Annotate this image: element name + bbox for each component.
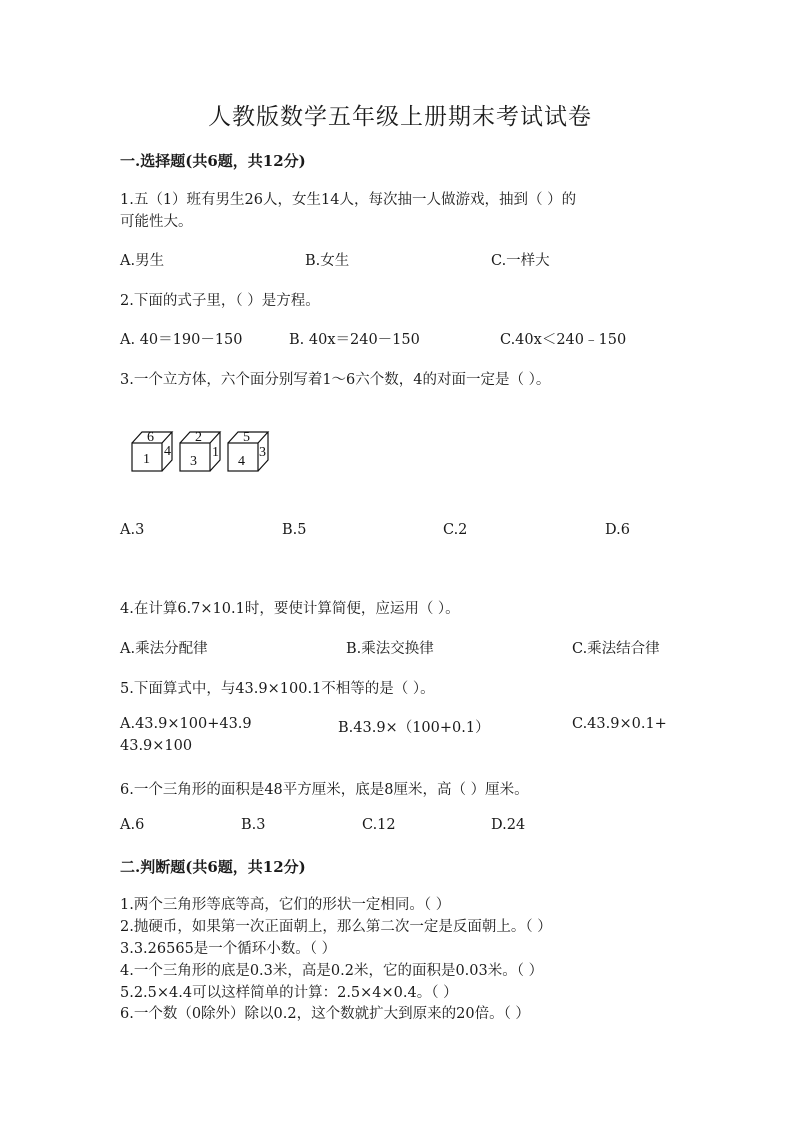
question-5-option-b: B.43.9×（100+0.1） — [338, 720, 490, 736]
question-3-option-a: A.3 — [120, 522, 145, 538]
question-1-text-cont: 可能性大。 — [120, 214, 193, 230]
question-3-option-d: D.6 — [605, 522, 630, 538]
judge-item: 4.一个三角形的底是0.3米，高是0.2米，它的面积是0.03米。（ ） — [120, 963, 544, 979]
question-4-option-a: A.乘法分配律 — [120, 641, 208, 657]
question-1-option-a: A.男生 — [120, 253, 165, 269]
cube-2-front: 3 — [190, 454, 197, 469]
cube-1-top: 6 — [147, 430, 154, 445]
cube-1-side: 4 — [164, 444, 171, 459]
judge-item: 6.一个数（0除外）除以0.2，这个数就扩大到原来的20倍。（ ） — [120, 1006, 530, 1022]
section-heading-judge: 二.判断题(共6题，共12分) — [120, 858, 306, 876]
judge-item: 5.2.5×4.4可以这样简单的计算：2.5×4×0.4。（ ） — [120, 985, 458, 1001]
cube-2-side: 1 — [212, 445, 219, 460]
question-6-option-b: B.3 — [241, 817, 266, 833]
page-title: 人教版数学五年级上册期末考试试卷 — [208, 104, 592, 130]
question-6-option-c: C.12 — [362, 817, 396, 833]
cube-1-front: 1 — [143, 452, 150, 467]
question-5-option-c: C.43.9×0.1+ — [572, 716, 667, 732]
question-4-option-b: B.乘法交换律 — [346, 641, 434, 657]
question-1-text: 1.五（1）班有男生26人，女生14人，每次抽一人做游戏，抽到（ ）的 — [120, 192, 577, 208]
cube-3-front: 4 — [238, 454, 245, 469]
question-5-option-a: A.43.9×100+43.9 — [120, 716, 252, 732]
question-3-text: 3.一个立方体，六个面分别写着1～6六个数，4的对面一定是（ ）。 — [120, 372, 551, 388]
question-2-option-b: B. 40x＝240－150 — [289, 332, 420, 348]
question-6-option-d: D.24 — [491, 817, 526, 833]
question-6-option-a: A.6 — [120, 817, 145, 833]
cube-2-top: 2 — [195, 430, 202, 445]
question-4-option-c: C.乘法结合律 — [572, 641, 660, 657]
judge-item: 2.抛硬币，如果第一次正面朝上，那么第二次一定是反面朝上。（ ） — [120, 919, 552, 935]
cubes-diagram — [128, 427, 278, 473]
judge-item: 3.3.26565是一个循环小数。（ ） — [120, 941, 337, 957]
cubes-figure — [128, 427, 278, 473]
judge-item: 1.两个三角形等底等高，它们的形状一定相同。（ ） — [120, 897, 451, 913]
question-1-option-c: C.一样大 — [491, 253, 550, 269]
question-2-option-c: C.40x＜240﹣150 — [500, 332, 627, 348]
question-1-option-b: B.女生 — [305, 253, 350, 269]
question-5-text: 5.下面算式中，与43.9×100.1不相等的是（ ）。 — [120, 681, 435, 697]
question-2-option-a: A. 40＝190－150 — [120, 332, 243, 348]
cube-3-side: 3 — [259, 445, 266, 460]
question-3-option-b: B.5 — [282, 522, 307, 538]
question-6-text: 6.一个三角形的面积是48平方厘米，底是8厘米，高（ ）厘米。 — [120, 782, 529, 798]
section-heading-choice: 一.选择题(共6题，共12分) — [120, 152, 306, 170]
question-4-text: 4.在计算6.7×10.1时，要使计算简便，应运用（ ）。 — [120, 601, 460, 617]
question-2-text: 2.下面的式子里，（ ）是方程。 — [120, 293, 320, 309]
cube-3-top: 5 — [243, 430, 250, 445]
question-3-option-c: C.2 — [443, 522, 468, 538]
question-5-option-c-cont: 43.9×100 — [120, 738, 193, 754]
